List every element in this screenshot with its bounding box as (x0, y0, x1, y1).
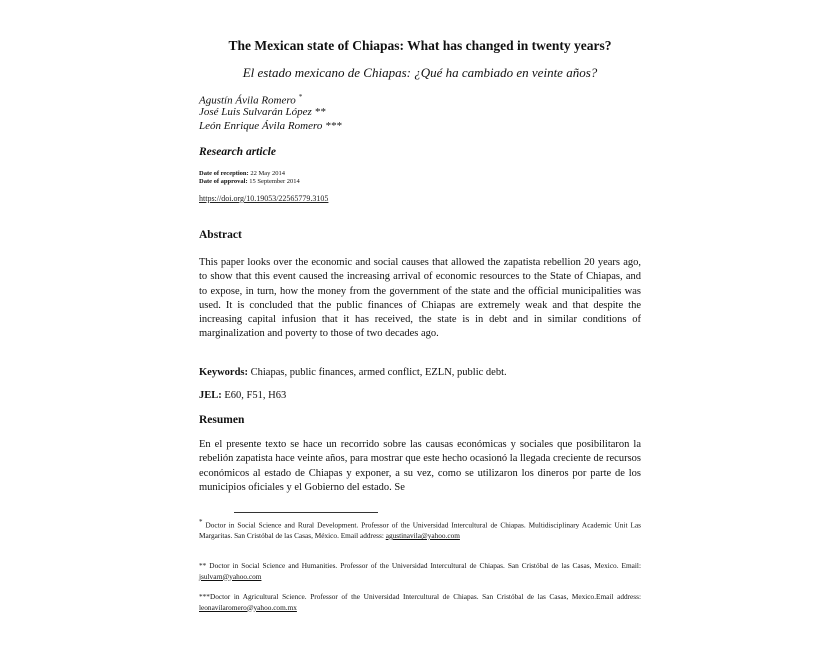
abstract-heading: Abstract (199, 229, 242, 241)
paper-subtitle: El estado mexicano de Chiapas: ¿Qué ha cambiado en veinte años? (242, 65, 598, 80)
keywords-label: Keywords: (199, 367, 248, 378)
jel-codes (199, 390, 286, 401)
keywords-value: Chiapas, public finances, armed conflict, EZLN, public debt. (248, 367, 507, 378)
footnote-2-mark: ** (199, 561, 207, 570)
footnote-divider (234, 512, 378, 513)
date-approval (199, 178, 300, 187)
jel-value: E60, F51, H63 (221, 390, 287, 401)
footnote-1-email[interactable]: agustinavila@yahoo.com (385, 530, 460, 540)
footnote-1 (199, 517, 641, 541)
date-approval-value: 15 September 2014 (247, 178, 300, 185)
resumen-text: En el presente texto se hace un recorrido sobre las causas económicas y sociales que posibilitaron la rebelión zapatista hace veinte años, para mostrar que este hecho ocasionó la llegada creciente de recursos económicos al estado de Chiapas y exponer, a su vez, como se utilizaron los dineros por parte de los municipios oficiales y el Gobierno del estado. Se (199, 439, 641, 493)
author-3: León Enrique Ávila Romero *** (199, 120, 342, 132)
resumen-heading: Resumen (199, 414, 245, 426)
date-approval-label: Date of approval: (199, 178, 248, 185)
footnote-2-text: Doctor in Social Science and Humanities. Professor of the Universidad Intercultural de Chiapas. San Cristóbal de las Casas, Mexico. Email: (206, 561, 641, 570)
date-reception-value: 22 May 2014 (248, 170, 285, 177)
abstract-text: This paper looks over the economic and social causes that allowed the zapatista rebellion 20 years ago, to show that this event caused the increasing arrival of economic resources to the State of Chiapas, and to expose, in turn, how the money from the government of the state and the official municipalities was used. It is concluded that the public finances of Chiapas are extremely weak and that despite the increasing capital infusion that it has received, the state is in debt and in similar conditions of marginalization and poverty to those of two decades ago. (199, 257, 641, 340)
footnote-2 (199, 561, 641, 582)
author-2: José Luis Sulvarán López ** (199, 106, 326, 118)
footnote-3-email[interactable]: leonavilaromero@yahoo.com.mx (199, 602, 297, 612)
date-reception-label: Date of reception: (199, 170, 249, 177)
footnote-2-email[interactable]: jsulvarn@yahoo.com (199, 571, 262, 581)
keywords (199, 367, 507, 378)
footnote-3-mark: *** (199, 592, 210, 601)
footnote-3-text: Doctor in Agricultural Science. Professor of the Universidad Intercultural de Chiapas. San Cristóbal de las Casas, Mexico.Email address: (209, 592, 641, 601)
footnote-1-text: Doctor in Social Science and Rural Development. Professor of the Universidad Intercultural de Chiapas. Multidisciplinary Academic Unit Las Margaritas. San Cristóbal de las Casas, México. Email address: (199, 520, 641, 540)
footnote-1-mark: * (199, 518, 203, 526)
footnote-3 (199, 592, 641, 613)
author-1-name: Agustín Ávila Romero (199, 94, 296, 107)
jel-label: JEL: (199, 390, 222, 401)
doi-link[interactable]: https://doi.org/10.19053/22565779.3105 (199, 194, 329, 203)
author-1-mark: * (298, 93, 302, 101)
paper-title: The Mexican state of Chiapas: What has changed in twenty years? (228, 38, 612, 53)
article-type: Research article (199, 146, 276, 158)
